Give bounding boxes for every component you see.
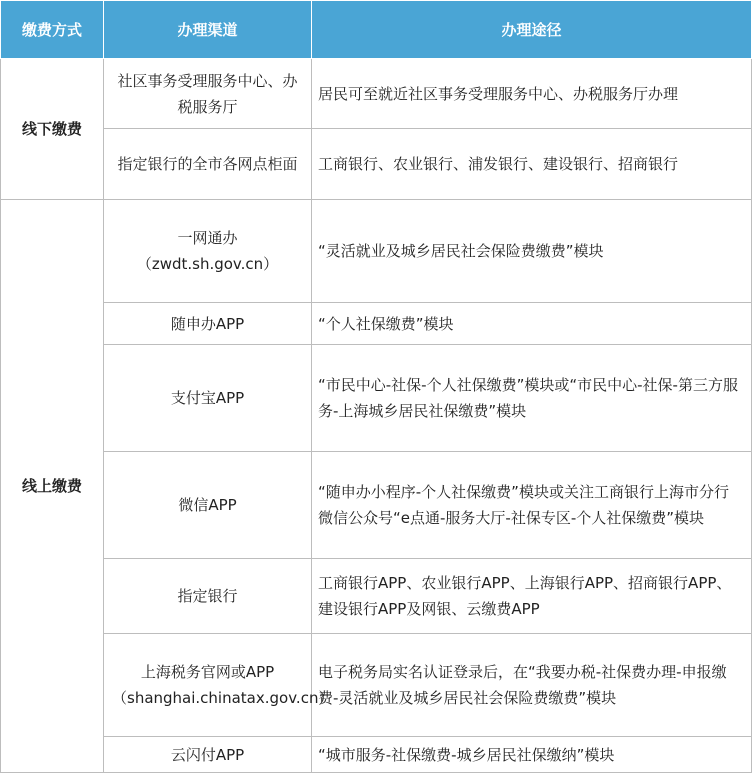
table-row [1,634,752,737]
table-row [1,59,752,129]
table-row [1,559,752,634]
path-cell: 电子税务局实名认证登录后，在“我要办税-社保费办理-申报缴费-灵活就业及城乡居民社会保险费缴费”模块 [312,634,752,737]
path-cell: “灵活就业及城乡居民社会保险费缴费”模块 [312,200,752,303]
path-cell: 工商银行APP、农业银行APP、上海银行APP、招商银行APP、建设银行APP及网银、云缴费APP [312,559,752,634]
channel-cell: 云闪付APP [104,737,312,773]
channel-cell: 微信APP [104,452,312,559]
path-cell: “个人社保缴费”模块 [312,303,752,345]
channel-cell: 指定银行 [104,559,312,634]
mode-online: 线上缴费 [1,200,104,773]
path-cell: 工商银行、农业银行、浦发银行、建设银行、招商银行 [312,129,752,200]
table-row [1,345,752,452]
path-cell: “城市服务-社保缴费-城乡居民社保缴纳”模块 [312,737,752,773]
table-row [1,452,752,559]
channel-cell: 支付宝APP [104,345,312,452]
channel-cell: 指定银行的全市各网点柜面 [104,129,312,200]
channel-cell: 一网通办（zwdt.sh.gov.cn） [104,200,312,303]
table-row [1,129,752,200]
header-channel: 办理渠道 [104,1,312,59]
table-row [1,737,752,773]
channel-cell: 社区事务受理服务中心、办税服务厅 [104,59,312,129]
header-mode: 缴费方式 [1,1,104,59]
header-path: 办理途径 [312,1,752,59]
channel-cell: 上海税务官网或APP（shanghai.chinatax.gov.cn） [104,634,312,737]
channel-cell: 随申办APP [104,303,312,345]
header-row [1,1,752,59]
path-cell: “随申办小程序-个人社保缴费”模块或关注工商银行上海市分行微信公众号“e点通-服务大厅-社保专区-个人社保缴费”模块 [312,452,752,559]
path-cell: “市民中心-社保-个人社保缴费”模块或“市民中心-社保-第三方服务-上海城乡居民社保缴费”模块 [312,345,752,452]
mode-offline: 线下缴费 [1,59,104,200]
table-row [1,303,752,345]
table-row [1,200,752,303]
path-cell: 居民可至就近社区事务受理服务中心、办税服务厅办理 [312,59,752,129]
